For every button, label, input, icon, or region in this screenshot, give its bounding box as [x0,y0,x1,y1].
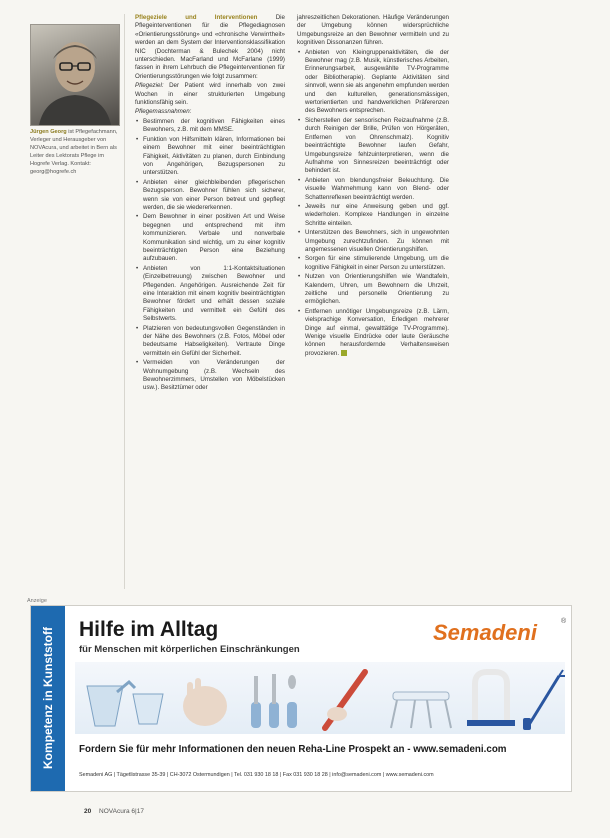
paragraph [135,82,285,107]
ad-subtitle: für Menschen mit körperlichen Einschränkungen [79,644,300,655]
list-item: • Anbieten von blendungsfreier Beleuchtung. Die visuelle Wahrnehmung kann von Blend- oder Schattenreflexen beeinträchtigt werden. [305,177,449,202]
product-images [75,662,565,734]
intervention-list [297,49,449,359]
pen-grip-icon [325,672,365,728]
page-number: 20 [84,808,92,815]
section-heading: Pflegeziele und Interventionen [135,14,258,21]
stool-icon [391,692,451,728]
ad-title: Hilfe im Alltag [79,618,219,641]
list-item: • Anbieten von 1:1-Kontaktsituationen (Einzelbetreuung) zwischen Bewohner und Pflegenden. Angehörigen. Ausreichende Zeit für eine Interaktion mit einem kognitiv beeinträchtigten Bewohner fördert und erhält dessen soziale Fähigkeiten und vermittelt ein Gefühl des Selbstwerts. [143,265,285,324]
list-item: • Funktion von Hilfsmitteln klären, Informationen bei einem Bewohner mit einer beeinträchtigten Fähigkeit, Aktivitäten zu planen, durch Einbindung von Angehörigen, Bezugspersonen zu unterstützen. [143,136,285,178]
list-item: • Sorgen für eine stimulierende Umgebung, um die kognitive Fähigkeit in einer Person zu unterstützen. [305,255,449,272]
label-massnahmen: Pflegemassnahmen: [135,108,192,116]
list-item [305,308,449,358]
ad-side-band [31,606,65,791]
ad-contact-footer: Semadeni AG | Tägetlistrasse 35-39 | CH-3072 Ostermundigen | Tel. 031 930 18 18 | Fax 031 930 18 28 | info@semadeni.com | www.semadeni.com [79,772,434,778]
list-item: • Anbieten einer gleichbleibenden pflegerischen Bezugsperson. Bewohner fühlen sich sicherer, wenn sie von einer Person betreut und gepflegt werden, die sie wiedererkennen. [143,179,285,213]
list-item-text: Entfernen unnötiger Umgebungsreize (z.B. Lärm, vielsprachige Konversation, Erledigen mehrerer Dinge auf einmal, gewalttätige TV-Programme). Wenige visuelle Eindrücke oder laute Geräusche können herausfordernde Verhaltensweisen provozieren. [305,307,449,357]
paragraph-text: jahreszeitlichen Dekorationen. Häufige Veränderungen der Umgebung können widersprüchliche Umgebungsreize an den Bewohner vermitteln und zu kognitiven Dissonanzen führen. [297,14,449,47]
ad-call-to-action[interactable]: Fordern Sie für mehr Informationen den neuen Reha-Line Prospekt an - www.semadeni.com [79,744,507,755]
list-item: • Anbieten von Kleingruppenaktivitäten, die der Bewohner mag (z.B. Musik, künstlerisches Arbeiten, Erinnerungsarbeit, ausgewählte TV-Programme oder Bibliotherapie). Geplante Aktivitäten sind sinnvoll, wenn sie als angenehm empfunden werden und den kulturellen, generationsmässigen, wertorientierten und handwerklichen Präferenzen des Bewohners entsprechen. [305,49,449,116]
end-of-article-mark [341,350,347,356]
advertisement[interactable] [30,605,572,792]
product-illustration [75,662,565,734]
intervention-list [135,118,285,393]
reacher-icon [523,670,565,730]
paragraph-text: Die Pflegeinterventionen für die Pflegediagnosen «Orientierungsstörung» und «chronische Verwirrtheit» werden an dem System der Interventionsklassifikation NIC (Dochterman & Bulechek 2004) nicht unterschieden. MacFarland und McFarlane (1999) fassen in ihrem Lehrbuch die Pflegeinterventionen für Orientierungsstörungen wie folgt zusammen: [135,14,285,80]
cutlery-icon [251,674,297,728]
brand-logo: Semadeni [433,620,537,645]
author-photo [30,24,120,126]
list-item: • Unterstützen des Bewohners, sich in ungewohnten Umgebung zurechtzufinden. Zu können mit angemessenen visuellen Orientierungshilfen. [305,229,449,254]
author-name: Jürgen Georg [30,129,67,135]
cup-icon [87,682,163,726]
list-item: • Dem Bewohner in einer positiven Art und Weise begegnen und entsprechend mit ihm kommunizieren. Verbale und nonverbale Kommunikation sind wichtig, um zu einer kognitiv beeinträchtigten Person eine Beziehung aufzubauen. [143,213,285,263]
list-item: • Nutzen von Orientierungshilfen wie Wandtafeln, Kalendern, Uhren, um Bewohnern die Uhrzeit, zeitliche und personelle Orientierung zu ermöglichen. [305,273,449,307]
paragraph-text: Der Patient wird innerhalb von zwei Wochen in einer strukturierten Umgebung funktionsfähig sein. [135,82,285,107]
list-item: • Bestimmen der kognitiven Fähigkeiten eines Bewohners, z.B. mit dem MMSE. [143,118,285,135]
text-column-1 [135,14,285,394]
ad-side-text: Kompetenz in Kunststoff [41,627,55,769]
list-item: • Sicherstellen der sensorischen Reizaufnahme (z.B. durch Reinigen der Brille, Prüfen von Hörgeräten, Entfernen von Ohrenschmalz). Kognitiv beeinträchtigte Bewohner laufen Gefahr, Umgebungsreize fehlzuinterpretieren, wenn die Aufnahme von Sinnesreizen beeinträchtigt oder behindert ist. [305,117,449,176]
hand-icon [183,678,227,726]
page-footer [84,808,144,815]
author-caption [30,128,118,176]
author-caption-text: ist Pflegefachmann, Verleger und Herausgeber von NOVAcura, und arbeitet in Bern als Leiter des Lektorats Pflege im Hogrefe Verlag. Kontakt: georg@hogrefe.ch [30,129,118,175]
list-item: • Vermeiden von Veränderungen der Wohnumgebung (z.B. Wechseln des Bewohnerzimmers, Umstellen von Möbelstücken usw.). Besitztümer oder [143,359,285,393]
label-pflegeziel: Pflegeziel: [135,82,164,90]
text-column-2 [297,14,449,359]
list-item: • Jeweils nur eine Anweisung geben und ggf. wiederholen. Komplexe Handlungen in einzelne Schritte einteilen. [305,203,449,228]
paragraph [135,14,285,81]
column-divider [124,14,125,589]
ad-label: Anzeige [27,598,47,604]
registered-mark: ® [561,618,567,625]
portrait-image [31,25,119,125]
journal-name: NOVAcura 6|17 [99,808,144,815]
grab-rail-icon [467,672,515,726]
list-item: • Platzieren von bedeutungsvollen Gegenständen in der Nähe des Bewohners (z.B. Fotos, Möbel oder bedeutsame Habseligkeiten). Vertraute Dinge vermitteln ein Gefühl der Sicherheit. [143,325,285,359]
